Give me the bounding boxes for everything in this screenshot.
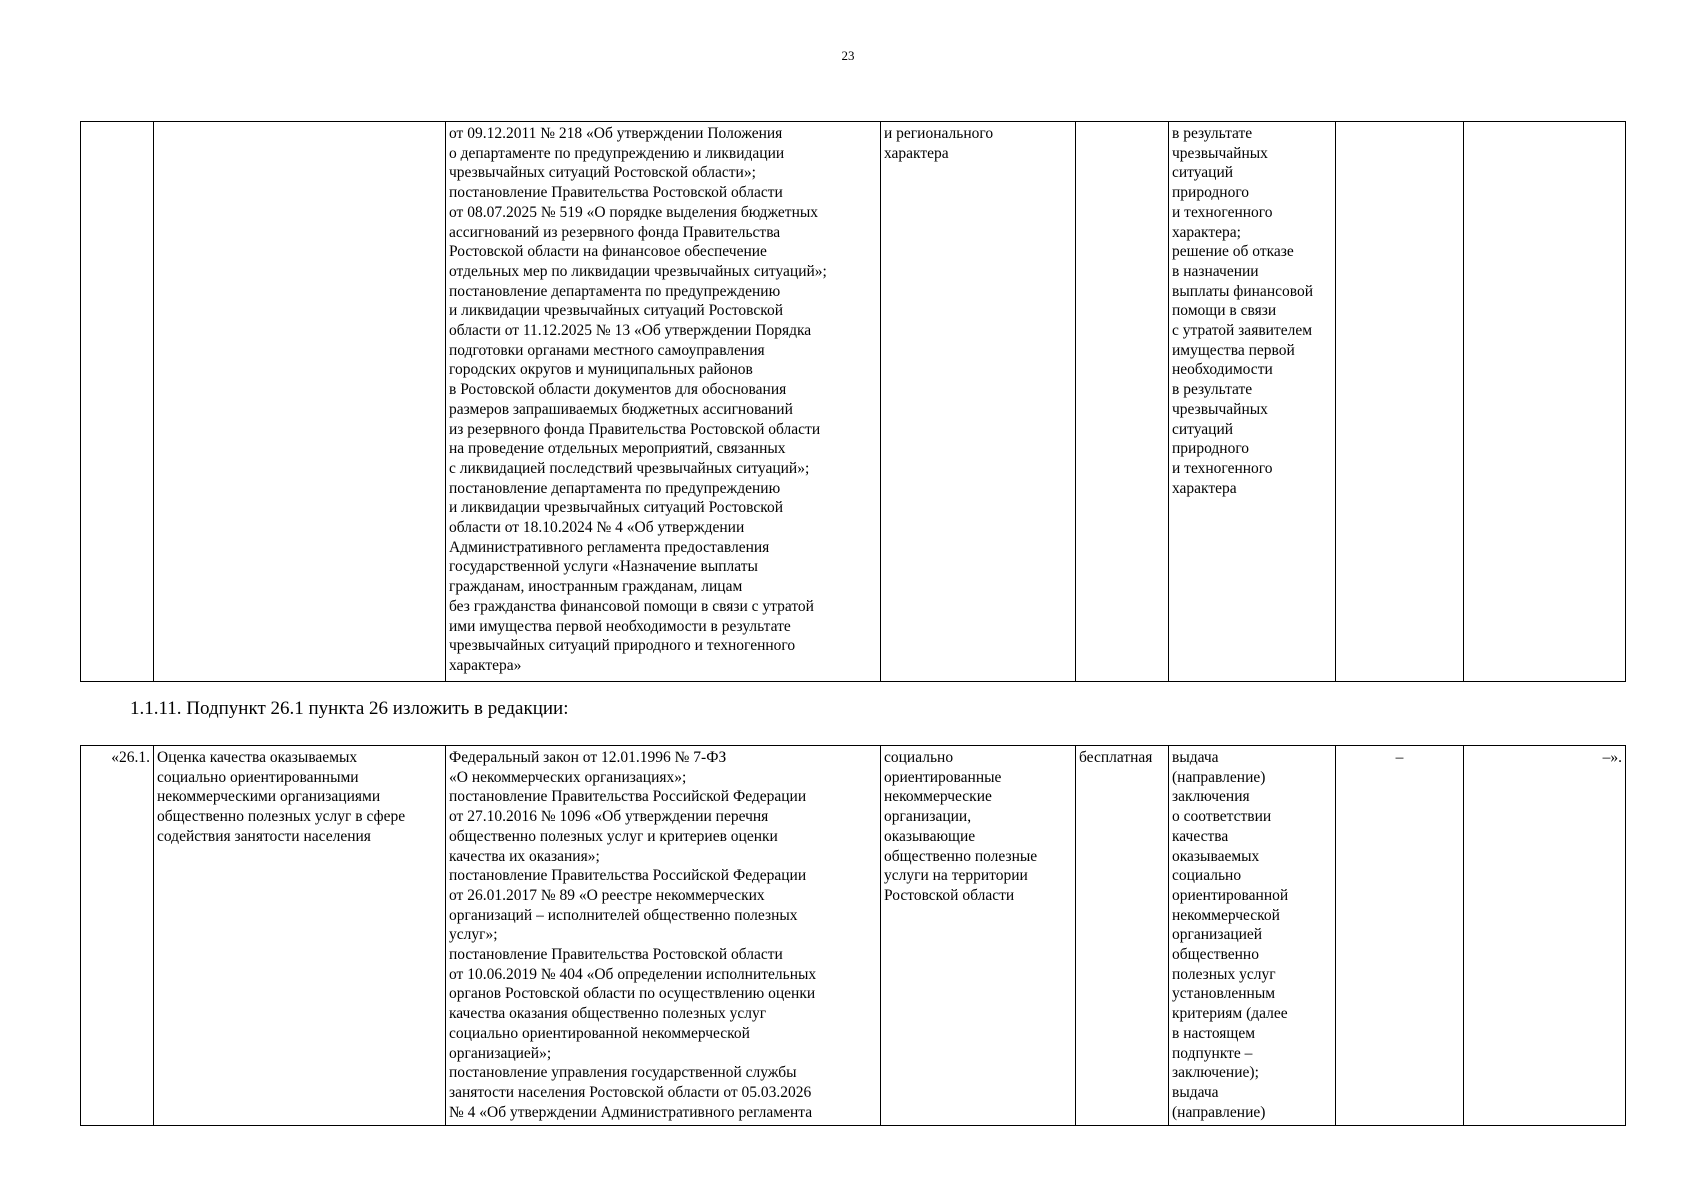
text-line: природного: [1172, 184, 1250, 202]
text-line: подготовки органами местного самоуправления: [449, 341, 765, 359]
page-number: 23: [841, 48, 855, 63]
cell-result: [1169, 746, 1336, 1126]
text-line: организации,: [884, 808, 972, 826]
text-line: организацией: [1172, 926, 1263, 944]
text-line: услуг»;: [449, 926, 498, 944]
text-line: некоммерческие: [884, 788, 992, 806]
text-line: критериям (далее: [1172, 1005, 1288, 1023]
text-line: некоммерческими организациями: [157, 788, 381, 806]
text-line: от 27.10.2016 № 1096 «Об утверждении перечня: [449, 808, 769, 826]
text-line: характера: [884, 144, 949, 162]
text-line: в Ростовской области документов для обоснования: [449, 381, 787, 399]
text-line: чрезвычайных: [1172, 144, 1268, 162]
text-line: организаций – исполнителей общественно полезных: [449, 906, 798, 924]
text-line: чрезвычайных: [1172, 400, 1268, 418]
text-line: общественно полезных услуг и критериев оценки: [449, 827, 778, 845]
cell-col7: [1336, 122, 1464, 682]
text-line: постановление управления государственной службы: [449, 1064, 797, 1082]
text-line: чрезвычайных ситуаций Ростовской области»;: [449, 164, 756, 182]
section-heading: 1.1.11. Подпункт 26.1 пункта 26 изложить в редакции:: [130, 698, 569, 719]
text-line: без гражданства финансовой помощи в связи с утратой: [449, 597, 814, 615]
text-line: размеров запрашиваемых бюджетных ассигнований: [449, 400, 793, 418]
text-line: социально ориентированными: [157, 768, 359, 786]
text-line: Федеральный закон от 12.01.1996 № 7-ФЗ: [449, 749, 727, 766]
text-line: Оценка качества оказываемых: [157, 749, 358, 766]
text-line: (направление): [1172, 768, 1266, 786]
text-line: Административного регламента предоставления: [449, 538, 770, 556]
text-line: и ликвидации чрезвычайных ситуаций Ростовской: [449, 499, 784, 517]
text-line: (направление): [1172, 1103, 1266, 1121]
text-line: характера: [1172, 479, 1237, 497]
text-line: городских округов и муниципальных районов: [449, 361, 753, 379]
text-line: выдача: [1172, 749, 1219, 766]
text-line: качества их оказания»;: [449, 847, 600, 865]
text-line: и ликвидации чрезвычайных ситуаций Ростовской: [449, 302, 784, 320]
text-line: в результате: [1172, 381, 1253, 399]
cell-result: [1169, 122, 1336, 682]
text-line: заключения: [1172, 788, 1250, 806]
text-line: общественно полезные: [884, 847, 1038, 865]
cell-legal-basis: [446, 746, 881, 1126]
cell-service-name: [154, 122, 446, 682]
text-line: № 4 «Об утверждении Административного регламента: [449, 1103, 813, 1121]
table-row: [81, 746, 1626, 1126]
text-line: области от 18.10.2024 № 4 «Об утверждении: [449, 519, 745, 537]
text-line: подпункте –: [1172, 1044, 1253, 1062]
cell-payment: [1076, 122, 1169, 682]
text-line: постановление Правительства Российской Федерации: [449, 867, 807, 885]
text-line: Ростовской области на финансовое обеспечение: [449, 243, 767, 261]
text-line: социально: [884, 749, 954, 766]
text-line: общественно: [1172, 946, 1259, 964]
text-line: природного: [1172, 440, 1250, 458]
text-line: гражданам, иностранным гражданам, лицам: [449, 578, 743, 596]
text-line: от 26.01.2017 № 89 «О реестре некоммерческих: [449, 886, 765, 904]
text-line: от 09.12.2011 № 218 «Об утверждении Положения: [449, 125, 783, 142]
text-line: в назначении: [1172, 262, 1259, 280]
cell-col7: –: [1336, 746, 1464, 1126]
text-line: необходимости: [1172, 361, 1273, 379]
text-line: полезных услуг: [1172, 965, 1276, 983]
text-line: органов Ростовской области по осуществлению оценки: [449, 985, 816, 1003]
text-line: ассигнований из резервного фонда Правительства: [449, 223, 781, 241]
text-line: организацией»;: [449, 1044, 552, 1062]
text-line: от 10.06.2019 № 404 «Об определении исполнительных: [449, 965, 817, 983]
text-line: выдача: [1172, 1083, 1219, 1101]
text-line: ситуаций: [1172, 164, 1234, 182]
text-line: социально ориентированной некоммерческой: [449, 1024, 750, 1042]
text-line: в результате: [1172, 125, 1253, 142]
cell-recipient: [881, 122, 1076, 682]
text-line: характера;: [1172, 223, 1241, 241]
text-line: в настоящем: [1172, 1024, 1256, 1042]
table-row: [81, 122, 1626, 682]
text-line: оказываемых: [1172, 847, 1260, 865]
text-line: государственной услуги «Назначение выплаты: [449, 558, 758, 576]
text-line: чрезвычайных ситуаций природного и техногенного: [449, 637, 796, 655]
text-line: постановление Правительства Ростовской области: [449, 946, 783, 964]
cell-number: [81, 122, 154, 682]
text-line: выплаты финансовой: [1172, 282, 1313, 300]
cell-payment: бесплатная: [1076, 746, 1169, 1126]
text-line: на проведение отдельных мероприятий, связанных: [449, 440, 786, 458]
cell-service-name: [154, 746, 446, 1126]
text-line: области от 11.12.2025 № 13 «Об утверждении Порядка: [449, 322, 812, 340]
text-line: постановление департамента по предупреждению: [449, 479, 781, 497]
text-line: характера»: [449, 656, 522, 674]
cell-recipient: [881, 746, 1076, 1126]
text-line: от 08.07.2025 № 519 «О порядке выделения бюджетных: [449, 203, 819, 221]
text-line: имущества первой: [1172, 341, 1295, 359]
services-table-new-item: [80, 745, 1626, 1126]
text-line: решение об отказе: [1172, 243, 1294, 261]
text-line: установленным: [1172, 985, 1276, 1003]
text-line: ситуаций: [1172, 420, 1234, 438]
text-line: «О некоммерческих организациях»;: [449, 768, 687, 786]
cell-legal-basis: [446, 122, 881, 682]
text-line: содействия занятости населения: [157, 827, 371, 845]
text-line: ориентированные: [884, 768, 1002, 786]
text-line: постановление департамента по предупреждению: [449, 282, 781, 300]
text-line: о соответствии: [1172, 808, 1272, 826]
text-line: из резервного фонда Правительства Ростовской области: [449, 420, 821, 438]
text-line: и регионального: [884, 125, 994, 142]
text-line: с утратой заявителем: [1172, 322, 1313, 340]
text-line: занятости населения Ростовской области от 05.03.2026: [449, 1083, 812, 1101]
cell-number: «26.1.: [81, 746, 154, 1126]
text-line: постановление Правительства Российской Федерации: [449, 788, 807, 806]
text-line: помощи в связи: [1172, 302, 1277, 320]
text-line: и техногенного: [1172, 459, 1273, 477]
text-line: о департаменте по предупреждению и ликвидации: [449, 144, 785, 162]
cell-col8: [1464, 122, 1626, 682]
text-line: Ростовской области: [884, 886, 1015, 904]
text-line: услуги на территории: [884, 867, 1028, 885]
text-line: заключение);: [1172, 1064, 1259, 1082]
text-line: качества оказания общественно полезных услуг: [449, 1005, 767, 1023]
text-line: ориентированной: [1172, 886, 1289, 904]
text-line: качества: [1172, 827, 1229, 845]
text-line: с ликвидацией последствий чрезвычайных ситуаций»;: [449, 459, 810, 477]
text-line: постановление Правительства Ростовской области: [449, 184, 783, 202]
text-line: ими имущества первой необходимости в результате: [449, 617, 791, 635]
text-line: оказывающие: [884, 827, 976, 845]
text-line: общественно полезных услуг в сфере: [157, 808, 406, 826]
services-table-continuation: [80, 121, 1626, 682]
cell-col8: –».: [1464, 746, 1626, 1126]
text-line: некоммерческой: [1172, 906, 1280, 924]
text-line: отдельных мер по ликвидации чрезвычайных ситуаций»;: [449, 262, 827, 280]
text-line: и техногенного: [1172, 203, 1273, 221]
text-line: социально: [1172, 867, 1242, 885]
